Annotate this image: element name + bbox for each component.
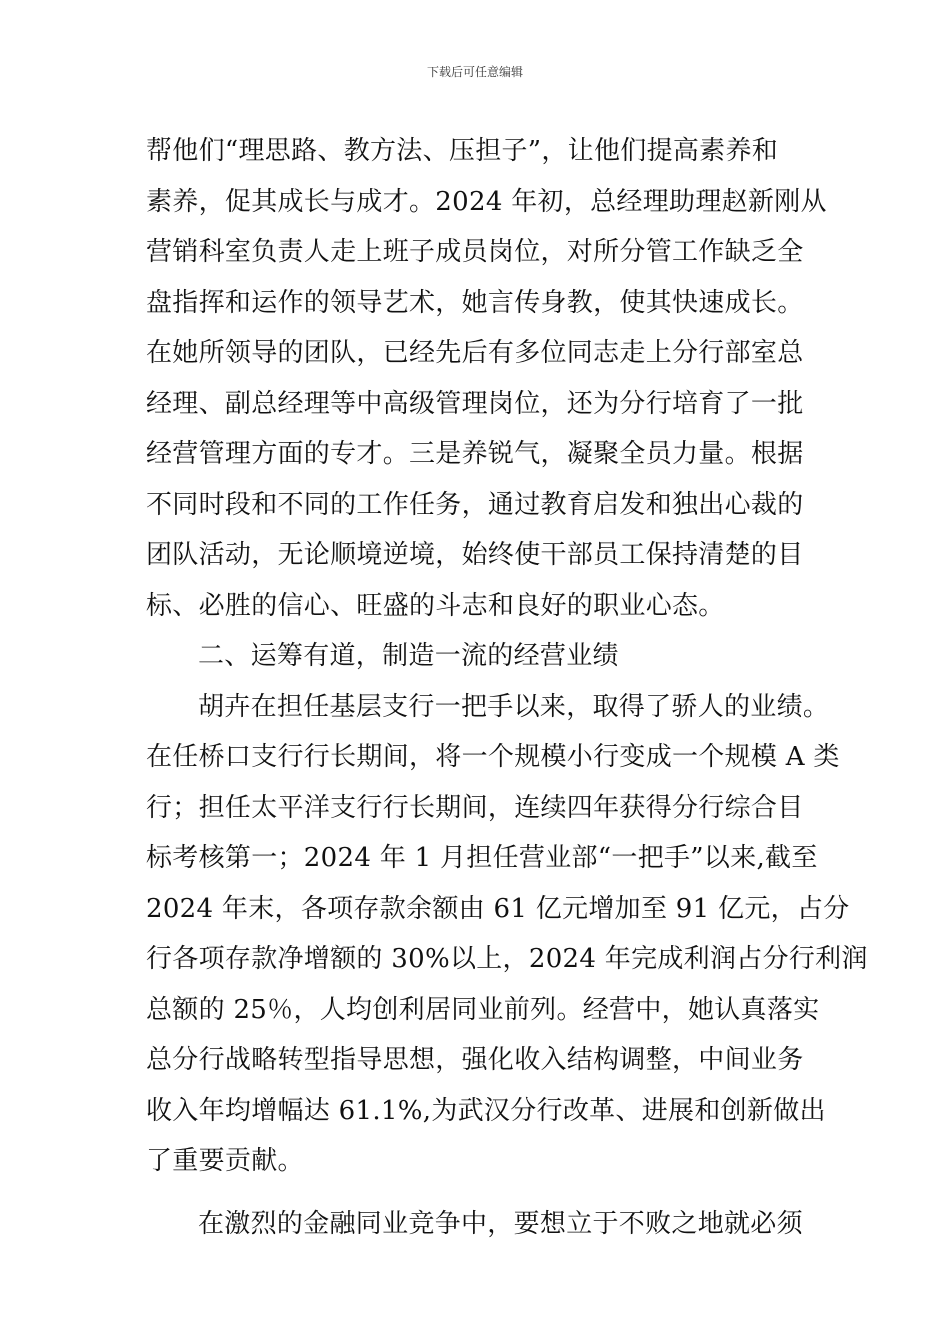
text-line: 帮他们“理思路、教方法、压担子”，让他们提高素养和	[146, 136, 779, 166]
text-line: 在任桥口支行行长期间，将一个规模小行变成一个规模 A 类	[146, 742, 840, 772]
section-heading-text: 二、运筹有道，制造一流的经营业绩	[198, 641, 619, 671]
text-line: 素养，促其成长与成才。2024 年初，总经理助理赵新刚从	[146, 186, 827, 217]
text-line: 经营管理方面的专才。三是养锐气，凝聚全员力量。根据	[146, 439, 804, 469]
text-line: 在激烈的金融同业竞争中，要想立于不败之地就必须	[198, 1208, 803, 1239]
text-line: 在她所领导的团队，已经先后有多位同志走上分行部室总	[146, 338, 804, 368]
text-line: 行各项存款净增额的 30%以上，2024 年完成利润占分行利润	[146, 944, 868, 974]
section-heading	[146, 631, 826, 682]
text-line: 行；担任太平洋支行行长期间，连续四年获得分行综合目	[146, 792, 804, 823]
text-line: 2024 年末，各项存款余额由 61 亿元增加至 91 亿元，占分	[146, 893, 850, 924]
text-line: 收入年均增幅达 61.1%,为武汉分行改革、进展和创新做出	[146, 1095, 826, 1126]
document-body	[146, 126, 868, 1249]
text-line: 经理、副总经理等中高级管理岗位，还为分行培育了一批	[146, 388, 804, 419]
text-line: 总分行战略转型指导思想，强化收入结构调整，中间业务	[146, 1045, 804, 1075]
paragraph-2	[146, 682, 868, 1187]
paragraph-1	[146, 126, 826, 631]
text-line: 团队活动，无论顺境逆境，始终使干部员工保持清楚的目	[146, 540, 804, 570]
text-line: 了重要贡献。	[146, 1146, 304, 1176]
text-line: 盘指挥和运作的领导艺术，她言传身教，使其快速成长。	[146, 287, 804, 318]
text-line: 总额的 25％，人均创利居同业前列。经营中，她认真落实	[146, 994, 820, 1025]
text-line: 营销科室负责人走上班子成员岗位，对所分管工作缺乏全	[146, 237, 804, 267]
text-line: 标、必胜的信心、旺盛的斗志和良好的职业心态。	[146, 590, 725, 621]
text-line: 胡卉在担任基层支行一把手以来，取得了骄人的业绩。	[198, 691, 830, 722]
text-line: 不同时段和不同的工作任务，通过教育启发和独出心裁的	[146, 489, 804, 520]
paragraph-3	[146, 1199, 826, 1250]
text-line: 标考核第一；2024 年 1 月担任营业部“一把手”以来,截至	[146, 843, 818, 873]
page-header-note: 下载后可任意编辑	[426, 65, 523, 79]
